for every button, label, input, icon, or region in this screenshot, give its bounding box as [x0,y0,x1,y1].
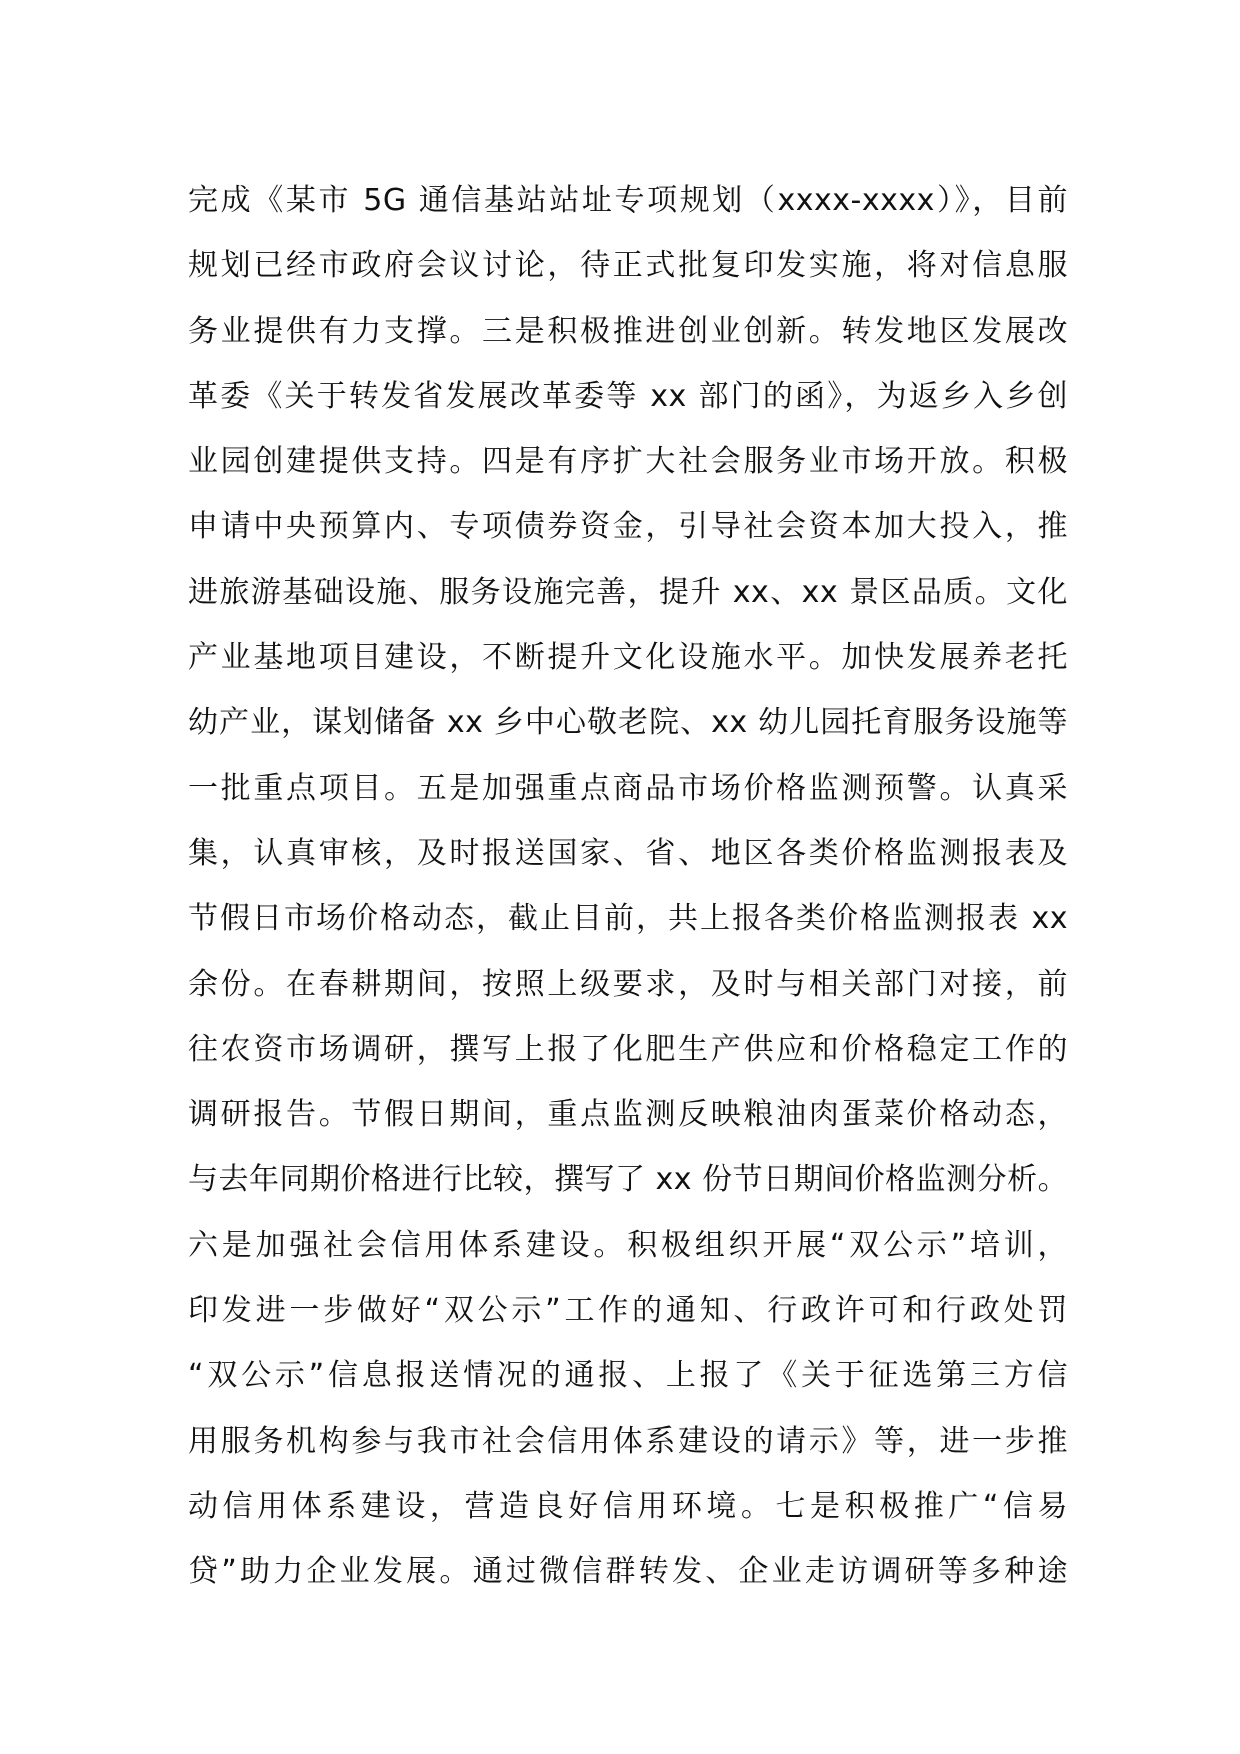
text-line-12: 节假日市场价格动态，截止目前，共上报各类价格监测报表 xx [188,901,1068,937]
text-line-13: 余份。在春耕期间，按照上级要求，及时与相关部门对接，前 [188,966,1068,1002]
text-line-4: 革委《关于转发省发展改革委等 xx 部门的函》，为返乡入乡创 [188,378,1068,414]
text-line-3: 务业提供有力支撑。三是积极推进创业创新。转发地区发展改 [188,313,1068,349]
body-paragraph [188,168,1068,1605]
text-line-2: 规划已经市政府会议讨论，待正式批复印发实施，将对信息服 [188,248,1068,284]
text-line-21: 动信用体系建设，营造良好信用环境。七是积极推广“信易 [188,1488,1068,1524]
text-line-19: “双公示”信息报送情况的通报、上报了《关于征选第三方信 [188,1358,1068,1394]
text-line-1: 完成《某市 5G 通信基站站址专项规划（xxxx-xxxx）》，目前 [188,183,1068,218]
text-line-6: 申请中央预算内、专项债券资金，引导社会资本加大投入，推 [188,509,1068,545]
text-line-7: 进旅游基础设施、服务设施完善，提升 xx、xx 景区品质。文化 [188,574,1068,610]
text-line-10: 一批重点项目。五是加强重点商品市场价格监测预警。认真采 [188,770,1068,806]
text-line-11: 集，认真审核，及时报送国家、省、地区各类价格监测报表及 [188,835,1068,871]
text-line-18: 印发进一步做好“双公示”工作的通知、行政许可和行政处罚 [188,1293,1068,1329]
text-line-15: 调研报告。节假日期间，重点监测反映粮油肉蛋菜价格动态， [188,1097,1068,1133]
text-line-17: 六是加强社会信用体系建设。积极组织开展“双公示”培训， [188,1227,1068,1263]
text-line-22: 贷”助力企业发展。通过微信群转发、企业走访调研等多种途 [188,1554,1068,1590]
text-line-14: 往农资市场调研，撰写上报了化肥生产供应和价格稳定工作的 [188,1031,1068,1067]
text-line-8: 产业基地项目建设，不断提升文化设施水平。加快发展养老托 [188,640,1068,676]
text-line-20: 用服务机构参与我市社会信用体系建设的请示》等，进一步推 [188,1423,1068,1459]
text-line-9: 幼产业，谋划储备 xx 乡中心敬老院、xx 幼儿园托育服务设施等 [188,705,1068,741]
text-line-5: 业园创建提供支持。四是有序扩大社会服务业市场开放。积极 [188,444,1068,480]
text-line-16: 与去年同期价格进行比较，撰写了 xx 份节日期间价格监测分析。 [188,1162,1068,1198]
